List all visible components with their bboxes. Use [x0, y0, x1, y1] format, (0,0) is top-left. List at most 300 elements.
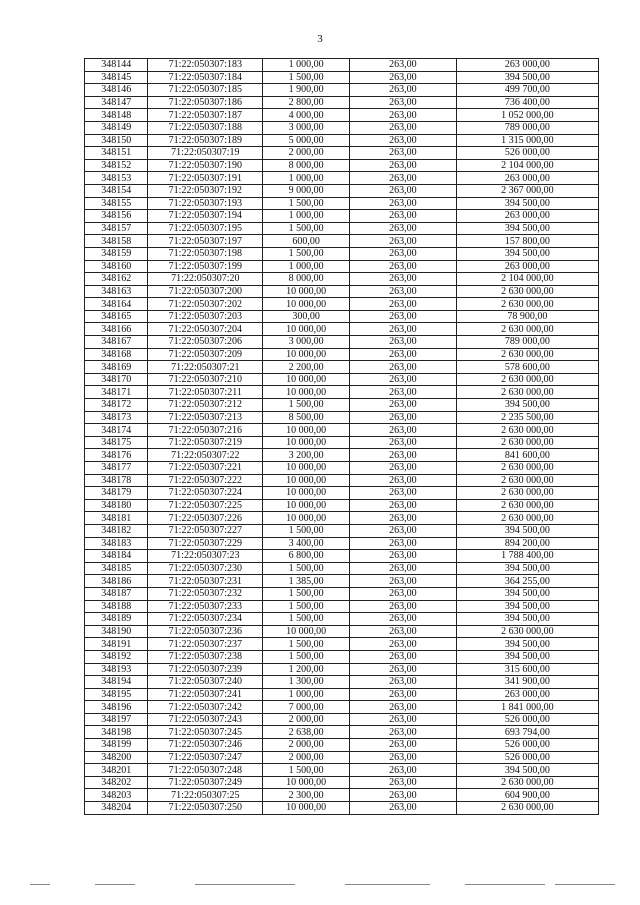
cadastral-number-cell: 71:22:050307:216: [148, 424, 263, 437]
cadastral-number-cell: 71:22:050307:226: [148, 512, 263, 525]
object-id-cell: 348148: [85, 109, 148, 122]
cadastral-value-cell: 1 052 000,00: [456, 109, 598, 122]
cadastral-number-cell: 71:22:050307:237: [148, 638, 263, 651]
cadastral-number-cell: 71:22:050307:184: [148, 71, 263, 84]
table-row: [85, 285, 599, 298]
table-row: [85, 386, 599, 399]
cadastral-number-cell: 71:22:050307:195: [148, 222, 263, 235]
table-body: [85, 59, 599, 815]
cadastral-value-cell: 2 630 000,00: [456, 802, 598, 815]
cadastral-value-cell: 736 400,00: [456, 96, 598, 109]
table-row: [85, 625, 599, 638]
table-row: [85, 436, 599, 449]
cadastral-value-cell: 2 630 000,00: [456, 474, 598, 487]
area-cell: 10 000,00: [263, 323, 350, 336]
rate-cell: 263,00: [349, 663, 456, 676]
table-row: [85, 71, 599, 84]
cadastral-value-cell: 2 104 000,00: [456, 159, 598, 172]
area-cell: 10 000,00: [263, 512, 350, 525]
cadastral-value-cell: 263 000,00: [456, 172, 598, 185]
area-cell: 1 200,00: [263, 663, 350, 676]
cadastral-number-cell: 71:22:050307:22: [148, 449, 263, 462]
cadastral-number-cell: 71:22:050307:194: [148, 210, 263, 223]
object-id-cell: 348144: [85, 59, 148, 72]
cadastral-value-cell: 394 500,00: [456, 524, 598, 537]
rate-cell: 263,00: [349, 184, 456, 197]
object-id-cell: 348160: [85, 260, 148, 273]
area-cell: 8 000,00: [263, 273, 350, 286]
table-row: [85, 524, 599, 537]
cadastral-number-cell: 71:22:050307:192: [148, 184, 263, 197]
cadastral-value-cell: 315 600,00: [456, 663, 598, 676]
area-cell: 7 000,00: [263, 701, 350, 714]
object-id-cell: 348197: [85, 713, 148, 726]
rate-cell: 263,00: [349, 348, 456, 361]
area-cell: 3 200,00: [263, 449, 350, 462]
object-id-cell: 348168: [85, 348, 148, 361]
area-cell: 10 000,00: [263, 348, 350, 361]
table-row: [85, 474, 599, 487]
object-id-cell: 348167: [85, 336, 148, 349]
object-id-cell: 348164: [85, 298, 148, 311]
cadastral-value-cell: 394 500,00: [456, 638, 598, 651]
rate-cell: 263,00: [349, 310, 456, 323]
table-row: [85, 638, 599, 651]
cadastral-value-cell: 394 500,00: [456, 764, 598, 777]
object-id-cell: 348169: [85, 361, 148, 374]
object-id-cell: 348177: [85, 462, 148, 475]
table-row: [85, 600, 599, 613]
area-cell: 1 500,00: [263, 399, 350, 412]
area-cell: 2 000,00: [263, 147, 350, 160]
cadastral-number-cell: 71:22:050307:224: [148, 487, 263, 500]
rate-cell: 263,00: [349, 273, 456, 286]
cadastral-value-cell: 526 000,00: [456, 147, 598, 160]
cadastral-value-cell: 263 000,00: [456, 59, 598, 72]
rate-cell: 263,00: [349, 84, 456, 97]
table-row: [85, 361, 599, 374]
rate-cell: 263,00: [349, 537, 456, 550]
area-cell: 10 000,00: [263, 499, 350, 512]
area-cell: 10 000,00: [263, 436, 350, 449]
cadastral-number-cell: 71:22:050307:210: [148, 373, 263, 386]
object-id-cell: 348155: [85, 197, 148, 210]
object-id-cell: 348186: [85, 575, 148, 588]
area-cell: 9 000,00: [263, 184, 350, 197]
rate-cell: 263,00: [349, 713, 456, 726]
object-id-cell: 348173: [85, 411, 148, 424]
cadastral-number-cell: 71:22:050307:250: [148, 802, 263, 815]
table-row: [85, 562, 599, 575]
object-id-cell: 348193: [85, 663, 148, 676]
cadastral-number-cell: 71:22:050307:247: [148, 751, 263, 764]
cadastral-value-cell: 1 315 000,00: [456, 134, 598, 147]
cadastral-number-cell: 71:22:050307:189: [148, 134, 263, 147]
area-cell: 1 500,00: [263, 222, 350, 235]
cadastral-number-cell: 71:22:050307:188: [148, 121, 263, 134]
cadastral-value-cell: 2 630 000,00: [456, 487, 598, 500]
object-id-cell: 348189: [85, 613, 148, 626]
object-id-cell: 348175: [85, 436, 148, 449]
cadastral-value-cell: 2 630 000,00: [456, 625, 598, 638]
object-id-cell: 348179: [85, 487, 148, 500]
table-row: [85, 487, 599, 500]
area-cell: 3 000,00: [263, 121, 350, 134]
object-id-cell: 348202: [85, 776, 148, 789]
rate-cell: 263,00: [349, 701, 456, 714]
area-cell: 10 000,00: [263, 802, 350, 815]
table-row: [85, 323, 599, 336]
cadastral-value-cell: 2 630 000,00: [456, 323, 598, 336]
rate-cell: 263,00: [349, 147, 456, 160]
cadastral-value-cell: 341 900,00: [456, 676, 598, 689]
rate-cell: 263,00: [349, 550, 456, 563]
rate-cell: 263,00: [349, 323, 456, 336]
area-cell: 1 500,00: [263, 764, 350, 777]
cadastral-value-cell: 263 000,00: [456, 210, 598, 223]
rate-cell: 263,00: [349, 436, 456, 449]
rate-cell: 263,00: [349, 487, 456, 500]
table-row: [85, 537, 599, 550]
table-row: [85, 222, 599, 235]
area-cell: 1 500,00: [263, 650, 350, 663]
table-row: [85, 373, 599, 386]
object-id-cell: 348199: [85, 739, 148, 752]
table-row: [85, 84, 599, 97]
area-cell: 2 200,00: [263, 361, 350, 374]
table-row: [85, 411, 599, 424]
cadastral-number-cell: 71:22:050307:19: [148, 147, 263, 160]
object-id-cell: 348145: [85, 71, 148, 84]
table-row: [85, 575, 599, 588]
object-id-cell: 348188: [85, 600, 148, 613]
cadastral-value-cell: 789 000,00: [456, 121, 598, 134]
table-row: [85, 310, 599, 323]
table-row: [85, 147, 599, 160]
table-row: [85, 764, 599, 777]
table-row: [85, 701, 599, 714]
rate-cell: 263,00: [349, 562, 456, 575]
cadastral-value-cell: 394 500,00: [456, 613, 598, 626]
cadastral-value-cell: 263 000,00: [456, 260, 598, 273]
rate-cell: 263,00: [349, 59, 456, 72]
cadastral-value-cell: 2 630 000,00: [456, 285, 598, 298]
cadastral-value-cell: 2 630 000,00: [456, 424, 598, 437]
area-cell: 10 000,00: [263, 487, 350, 500]
cadastral-number-cell: 71:22:050307:248: [148, 764, 263, 777]
rate-cell: 263,00: [349, 512, 456, 525]
cadastral-value-cell: 1 841 000,00: [456, 701, 598, 714]
object-id-cell: 348162: [85, 273, 148, 286]
rate-cell: 263,00: [349, 210, 456, 223]
table-row: [85, 235, 599, 248]
area-cell: 10 000,00: [263, 386, 350, 399]
cadastral-value-cell: 499 700,00: [456, 84, 598, 97]
rate-cell: 263,00: [349, 676, 456, 689]
rate-cell: 263,00: [349, 373, 456, 386]
object-id-cell: 348163: [85, 285, 148, 298]
cadastral-number-cell: 71:22:050307:219: [148, 436, 263, 449]
area-cell: 2 000,00: [263, 713, 350, 726]
table-row: [85, 751, 599, 764]
table-row: [85, 121, 599, 134]
cadastral-number-cell: 71:22:050307:227: [148, 524, 263, 537]
object-id-cell: 348190: [85, 625, 148, 638]
area-cell: 1 500,00: [263, 613, 350, 626]
cadastral-number-cell: 71:22:050307:186: [148, 96, 263, 109]
object-id-cell: 348170: [85, 373, 148, 386]
rate-cell: 263,00: [349, 751, 456, 764]
area-cell: 1 500,00: [263, 562, 350, 575]
area-cell: 1 900,00: [263, 84, 350, 97]
rate-cell: 263,00: [349, 802, 456, 815]
table-row: [85, 613, 599, 626]
cadastral-value-cell: 2 630 000,00: [456, 386, 598, 399]
rate-cell: 263,00: [349, 399, 456, 412]
area-cell: 10 000,00: [263, 285, 350, 298]
cadastral-number-cell: 71:22:050307:197: [148, 235, 263, 248]
object-id-cell: 348172: [85, 399, 148, 412]
cadastral-number-cell: 71:22:050307:221: [148, 462, 263, 475]
area-cell: 5 000,00: [263, 134, 350, 147]
cadastral-number-cell: 71:22:050307:239: [148, 663, 263, 676]
table-row: [85, 449, 599, 462]
cadastral-number-cell: 71:22:050307:190: [148, 159, 263, 172]
cadastral-value-cell: 394 500,00: [456, 71, 598, 84]
object-id-cell: 348194: [85, 676, 148, 689]
area-cell: 3 000,00: [263, 336, 350, 349]
area-cell: 1 500,00: [263, 587, 350, 600]
rate-cell: 263,00: [349, 96, 456, 109]
cadastral-number-cell: 71:22:050307:203: [148, 310, 263, 323]
rate-cell: 263,00: [349, 222, 456, 235]
area-cell: 10 000,00: [263, 373, 350, 386]
cadastral-value-cell: 78 900,00: [456, 310, 598, 323]
object-id-cell: 348184: [85, 550, 148, 563]
rate-cell: 263,00: [349, 613, 456, 626]
object-id-cell: 348147: [85, 96, 148, 109]
cadastral-value-cell: 894 200,00: [456, 537, 598, 550]
object-id-cell: 348165: [85, 310, 148, 323]
cadastral-number-cell: 71:22:050307:202: [148, 298, 263, 311]
cadastral-value-cell: 263 000,00: [456, 688, 598, 701]
rate-cell: 263,00: [349, 789, 456, 802]
table-row: [85, 650, 599, 663]
cadastral-number-cell: 71:22:050307:183: [148, 59, 263, 72]
cadastral-number-cell: 71:22:050307:240: [148, 676, 263, 689]
area-cell: 2 000,00: [263, 751, 350, 764]
area-cell: 1 500,00: [263, 600, 350, 613]
rate-cell: 263,00: [349, 600, 456, 613]
rate-cell: 263,00: [349, 411, 456, 424]
rate-cell: 263,00: [349, 638, 456, 651]
rate-cell: 263,00: [349, 587, 456, 600]
object-id-cell: 348153: [85, 172, 148, 185]
area-cell: 1 000,00: [263, 172, 350, 185]
cadastral-number-cell: 71:22:050307:230: [148, 562, 263, 575]
area-cell: 10 000,00: [263, 298, 350, 311]
table-row: [85, 776, 599, 789]
cadastral-number-cell: 71:22:050307:233: [148, 600, 263, 613]
cadastral-value-cell: 394 500,00: [456, 600, 598, 613]
table-row: [85, 260, 599, 273]
cadastral-number-cell: 71:22:050307:211: [148, 386, 263, 399]
rate-cell: 263,00: [349, 109, 456, 122]
object-id-cell: 348183: [85, 537, 148, 550]
table-row: [85, 348, 599, 361]
cadastral-value-cell: 604 900,00: [456, 789, 598, 802]
cadastral-number-cell: 71:22:050307:199: [148, 260, 263, 273]
cadastral-value-cell: 526 000,00: [456, 713, 598, 726]
cadastral-value-table: [84, 58, 599, 815]
rate-cell: 263,00: [349, 764, 456, 777]
rate-cell: 263,00: [349, 134, 456, 147]
cadastral-value-cell: 2 235 500,00: [456, 411, 598, 424]
table-row: [85, 298, 599, 311]
rate-cell: 263,00: [349, 499, 456, 512]
table-row: [85, 184, 599, 197]
cadastral-value-cell: 394 500,00: [456, 399, 598, 412]
object-id-cell: 348159: [85, 247, 148, 260]
area-cell: 1 500,00: [263, 71, 350, 84]
table-row: [85, 96, 599, 109]
table-row: [85, 726, 599, 739]
object-id-cell: 348150: [85, 134, 148, 147]
rate-cell: 263,00: [349, 650, 456, 663]
table-row: [85, 739, 599, 752]
object-id-cell: 348181: [85, 512, 148, 525]
object-id-cell: 348174: [85, 424, 148, 437]
area-cell: 8 500,00: [263, 411, 350, 424]
cadastral-number-cell: 71:22:050307:20: [148, 273, 263, 286]
area-cell: 1 000,00: [263, 260, 350, 273]
object-id-cell: 348204: [85, 802, 148, 815]
table-row: [85, 550, 599, 563]
object-id-cell: 348178: [85, 474, 148, 487]
rate-cell: 263,00: [349, 575, 456, 588]
page-number: 3: [317, 33, 323, 45]
object-id-cell: 348151: [85, 147, 148, 160]
cadastral-number-cell: 71:22:050307:232: [148, 587, 263, 600]
cadastral-number-cell: 71:22:050307:187: [148, 109, 263, 122]
cadastral-value-cell: 789 000,00: [456, 336, 598, 349]
table-row: [85, 159, 599, 172]
cadastral-number-cell: 71:22:050307:191: [148, 172, 263, 185]
cadastral-value-cell: 364 255,00: [456, 575, 598, 588]
cadastral-value-cell: 394 500,00: [456, 197, 598, 210]
rate-cell: 263,00: [349, 336, 456, 349]
object-id-cell: 348198: [85, 726, 148, 739]
table-row: [85, 789, 599, 802]
cadastral-number-cell: 71:22:050307:231: [148, 575, 263, 588]
cadastral-value-cell: 1 788 400,00: [456, 550, 598, 563]
table-row: [85, 273, 599, 286]
rate-cell: 263,00: [349, 739, 456, 752]
area-cell: 2 000,00: [263, 739, 350, 752]
rate-cell: 263,00: [349, 625, 456, 638]
cadastral-number-cell: 71:22:050307:185: [148, 84, 263, 97]
rate-cell: 263,00: [349, 688, 456, 701]
table-row: [85, 802, 599, 815]
cadastral-value-cell: 526 000,00: [456, 751, 598, 764]
table-row: [85, 676, 599, 689]
rate-cell: 263,00: [349, 260, 456, 273]
area-cell: 1 500,00: [263, 638, 350, 651]
object-id-cell: 348201: [85, 764, 148, 777]
object-id-cell: 348192: [85, 650, 148, 663]
cadastral-value-cell: 394 500,00: [456, 587, 598, 600]
cadastral-value-cell: 394 500,00: [456, 247, 598, 260]
area-cell: 1 500,00: [263, 247, 350, 260]
table-row: [85, 663, 599, 676]
object-id-cell: 348166: [85, 323, 148, 336]
cadastral-number-cell: 71:22:050307:229: [148, 537, 263, 550]
object-id-cell: 348171: [85, 386, 148, 399]
table-row: [85, 512, 599, 525]
cadastral-value-cell: 394 500,00: [456, 650, 598, 663]
area-cell: 1 000,00: [263, 59, 350, 72]
area-cell: 6 800,00: [263, 550, 350, 563]
cadastral-value-cell: 2 630 000,00: [456, 512, 598, 525]
area-cell: 300,00: [263, 310, 350, 323]
rate-cell: 263,00: [349, 386, 456, 399]
cadastral-number-cell: 71:22:050307:209: [148, 348, 263, 361]
cadastral-value-cell: 693 794,00: [456, 726, 598, 739]
cadastral-number-cell: 71:22:050307:225: [148, 499, 263, 512]
cadastral-value-cell: 2 630 000,00: [456, 436, 598, 449]
cadastral-value-cell: 2 630 000,00: [456, 373, 598, 386]
area-cell: 8 000,00: [263, 159, 350, 172]
area-cell: 10 000,00: [263, 474, 350, 487]
table-row: [85, 336, 599, 349]
cadastral-value-cell: 2 630 000,00: [456, 776, 598, 789]
rate-cell: 263,00: [349, 247, 456, 260]
table-row: [85, 713, 599, 726]
rate-cell: 263,00: [349, 462, 456, 475]
cadastral-value-cell: 526 000,00: [456, 739, 598, 752]
cadastral-number-cell: 71:22:050307:200: [148, 285, 263, 298]
object-id-cell: 348157: [85, 222, 148, 235]
object-id-cell: 348154: [85, 184, 148, 197]
object-id-cell: 348187: [85, 587, 148, 600]
table-row: [85, 247, 599, 260]
cadastral-number-cell: 71:22:050307:204: [148, 323, 263, 336]
object-id-cell: 348156: [85, 210, 148, 223]
cadastral-number-cell: 71:22:050307:236: [148, 625, 263, 638]
cadastral-number-cell: 71:22:050307:206: [148, 336, 263, 349]
cadastral-value-cell: 841 600,00: [456, 449, 598, 462]
cadastral-number-cell: 71:22:050307:193: [148, 197, 263, 210]
rate-cell: 263,00: [349, 298, 456, 311]
rate-cell: 263,00: [349, 424, 456, 437]
area-cell: 1 000,00: [263, 688, 350, 701]
area-cell: 10 000,00: [263, 462, 350, 475]
area-cell: 2 800,00: [263, 96, 350, 109]
object-id-cell: 348182: [85, 524, 148, 537]
cadastral-number-cell: 71:22:050307:243: [148, 713, 263, 726]
rate-cell: 263,00: [349, 159, 456, 172]
area-cell: 10 000,00: [263, 776, 350, 789]
area-cell: 10 000,00: [263, 424, 350, 437]
table-row: [85, 59, 599, 72]
footer-scan-marks: [0, 884, 640, 892]
rate-cell: 263,00: [349, 776, 456, 789]
rate-cell: 263,00: [349, 361, 456, 374]
rate-cell: 263,00: [349, 449, 456, 462]
rate-cell: 263,00: [349, 172, 456, 185]
cadastral-number-cell: 71:22:050307:23: [148, 550, 263, 563]
rate-cell: 263,00: [349, 71, 456, 84]
